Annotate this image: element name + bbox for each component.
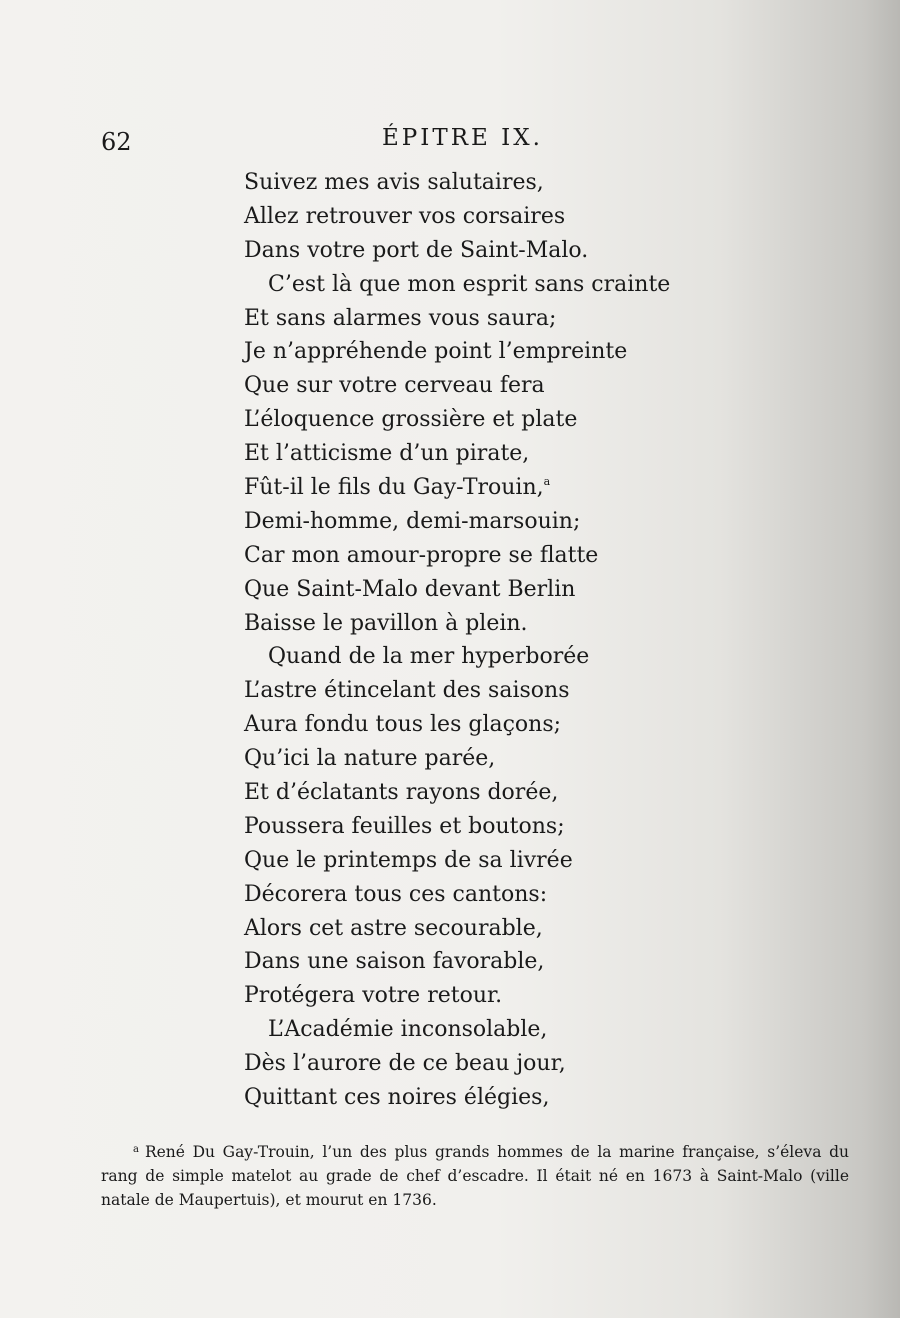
footnote-reference: a bbox=[543, 475, 551, 489]
verse-text: Allez retrouver vos corsaires bbox=[244, 203, 566, 229]
verse-text: Que sur votre cerveau fera bbox=[244, 373, 545, 399]
verse-text: L’Académie inconsolable, bbox=[268, 1017, 548, 1043]
verse-line bbox=[244, 268, 670, 302]
verse-text: Dans une saison favorable, bbox=[244, 949, 545, 975]
verse-text: Baisse le pavillon à plein. bbox=[244, 610, 528, 636]
running-title: ÉPITRE IX. bbox=[382, 125, 543, 151]
verse-text: Qu’ici la nature parée, bbox=[244, 746, 496, 772]
verse-text: Et d’éclatants rayons dorée, bbox=[244, 780, 559, 806]
verse-text: Alors cet astre secourable, bbox=[244, 915, 543, 941]
verse-text: Dès l’aurore de ce beau jour, bbox=[244, 1051, 566, 1077]
verse-text: Aura fondu tous les glaçons; bbox=[244, 712, 562, 738]
verse-line bbox=[244, 471, 670, 505]
verse-line bbox=[244, 742, 670, 776]
verse-text: Décorera tous ces cantons: bbox=[244, 881, 548, 907]
verse-text: Fût-il le fils du Gay-Trouin, bbox=[244, 475, 544, 501]
verse-text: Je n’appréhende point l’empreinte bbox=[244, 339, 628, 365]
verse-line bbox=[244, 912, 670, 946]
verse-line bbox=[244, 437, 670, 471]
poem bbox=[244, 166, 670, 1115]
verse-line bbox=[244, 234, 670, 268]
verse-text: Quand de la mer hyperborée bbox=[268, 644, 590, 670]
verse-text: Poussera feuilles et boutons; bbox=[244, 813, 565, 839]
verse-line bbox=[244, 1013, 670, 1047]
verse-text: Quittant ces noires élégies, bbox=[244, 1085, 550, 1111]
verse-text: Suivez mes avis salutaires, bbox=[244, 170, 544, 195]
footnote bbox=[101, 1140, 849, 1212]
verse-text: L’astre étincelant des saisons bbox=[244, 678, 570, 704]
verse-line bbox=[244, 539, 670, 573]
verse-text: Et l’atticisme d’un pirate, bbox=[244, 441, 530, 467]
verse-line bbox=[244, 674, 670, 708]
verse-line bbox=[244, 640, 670, 674]
verse-line bbox=[244, 369, 670, 403]
verse-line bbox=[244, 776, 670, 810]
verse-line bbox=[244, 166, 670, 200]
verse-text: L’éloquence grossière et plate bbox=[244, 407, 578, 433]
verse-text: Que Saint-Malo devant Berlin bbox=[244, 576, 576, 602]
verse-line bbox=[244, 945, 670, 979]
footnote-marker: a bbox=[133, 1144, 139, 1155]
verse-line bbox=[244, 200, 670, 234]
verse-text: Que le printemps de sa livrée bbox=[244, 847, 573, 873]
verse-line bbox=[244, 1047, 670, 1081]
verse-line bbox=[244, 505, 670, 539]
verse-line bbox=[244, 810, 670, 844]
verse-line bbox=[244, 335, 670, 369]
verse-text: Car mon amour-propre se flatte bbox=[244, 542, 599, 568]
verse-line bbox=[244, 403, 670, 437]
verse-line bbox=[244, 708, 670, 742]
verse-text: C’est là que mon esprit sans crainte bbox=[268, 271, 671, 297]
verse-line bbox=[244, 979, 670, 1013]
verse-text: Protégera votre retour. bbox=[244, 983, 503, 1009]
footnote-text: René Du Gay-Trouin, l’un des plus grands hommes de la marine française, s’éleva du rang de simple matelot au grade de chef d’escadre. Il était né en 1673 à Saint-Malo (ville natale de Maupertuis), et mourut en 1736. bbox=[101, 1143, 849, 1209]
page-number: 62 bbox=[101, 128, 132, 156]
verse-text: Et sans alarmes vous saura; bbox=[244, 305, 557, 331]
verse-line bbox=[244, 607, 670, 641]
verse-line bbox=[244, 844, 670, 878]
verse-line bbox=[244, 1081, 670, 1115]
verse-line bbox=[244, 878, 670, 912]
verse-line bbox=[244, 573, 670, 607]
verse-text: Demi-homme, demi-marsouin; bbox=[244, 508, 581, 534]
verse-text: Dans votre port de Saint-Malo. bbox=[244, 237, 589, 263]
verse-line bbox=[244, 302, 670, 336]
